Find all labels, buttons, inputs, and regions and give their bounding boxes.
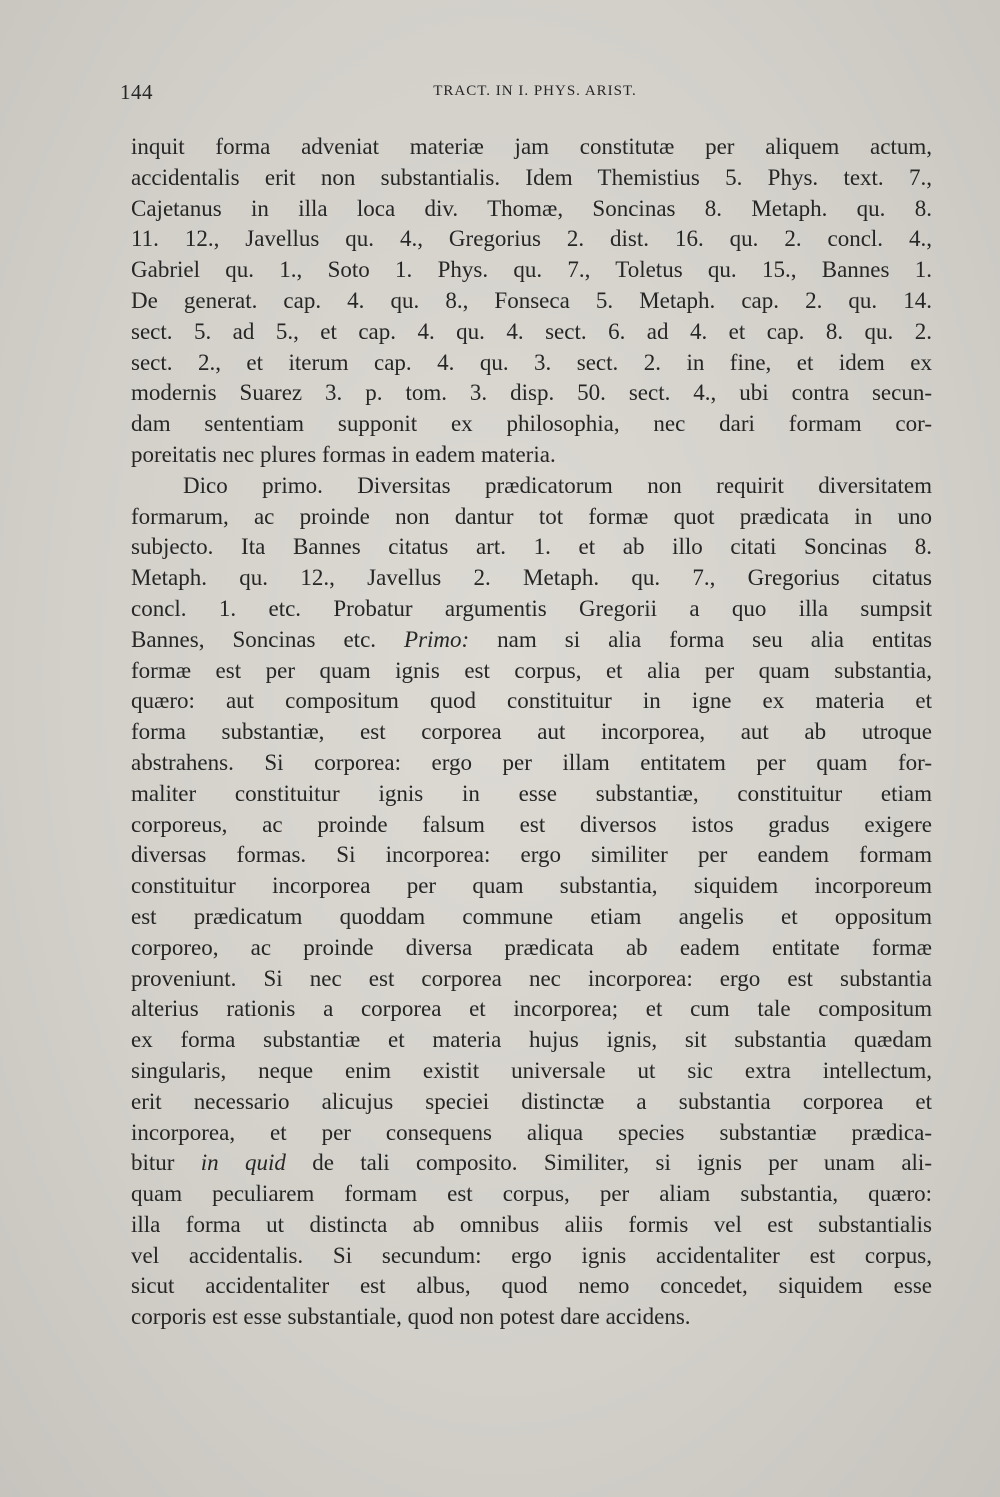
running-head: TRACT. IN I. PHYS. ARIST. bbox=[433, 83, 637, 99]
line-text: inquit forma adveniat materiæ jam constitutæ per aliquem actum, bbox=[131, 134, 932, 159]
line-text: formæ est per quam ignis est corpus, et alia per quam substantia, bbox=[131, 657, 932, 683]
text-line bbox=[131, 317, 932, 348]
text-line bbox=[131, 625, 932, 656]
line-text: illa forma ut distincta ab omnibus aliis formis vel est substantialis bbox=[131, 1211, 932, 1237]
text-line bbox=[131, 902, 932, 933]
line-text: corporis est esse substantiale, quod non potest dare accidens. bbox=[131, 1304, 691, 1330]
text-line bbox=[131, 286, 932, 317]
line-text: Dico primo. Diversitas prædicatorum non requirit diversitatem bbox=[183, 472, 932, 498]
line-text: poreitatis nec plures formas in eadem materia. bbox=[131, 441, 556, 467]
line-text: Cajetanus in illa loca div. Thomæ, Soncinas 8. Metaph. qu. 8. bbox=[131, 195, 932, 221]
text-line bbox=[131, 1148, 932, 1179]
line-text: est prædicatum quoddam commune etiam angelis et oppositum bbox=[131, 903, 932, 929]
line-text: Metaph. qu. 12., Javellus 2. Metaph. qu. 7., Gregorius citatus bbox=[131, 565, 932, 591]
line-text: quam peculiarem formam est corpus, per aliam substantia, quæro: bbox=[131, 1181, 932, 1207]
text-line bbox=[131, 378, 932, 409]
line-text: ex forma substantiæ et materia hujus ignis, sit substantia quædam bbox=[131, 1027, 932, 1053]
text-line bbox=[131, 810, 932, 841]
line-text: proveniunt. Si nec est corporea nec incorporea: ergo est substantia bbox=[131, 965, 932, 991]
line-text: corporeus, ac proinde falsum est diversos istos gradus exigere bbox=[131, 811, 932, 837]
text-line bbox=[131, 594, 932, 625]
line-text: accidentalis erit non substantialis. Idem Themistius 5. Phys. text. 7., bbox=[131, 164, 932, 190]
text-line bbox=[131, 163, 932, 194]
line-text: formarum, ac proinde non dantur tot formæ quot prædicata in uno bbox=[131, 503, 932, 529]
line-text: singularis, neque enim existit universale ut sic extra intellectum, bbox=[131, 1057, 932, 1083]
page-header bbox=[120, 80, 940, 110]
text-line bbox=[131, 440, 932, 471]
line-text: vel accidentalis. Si secundum: ergo ignis accidentaliter est corpus, bbox=[131, 1242, 932, 1268]
text-line bbox=[131, 686, 932, 717]
paragraph bbox=[131, 471, 932, 1333]
text-line bbox=[131, 994, 932, 1025]
line-text: sect. 2., et iterum cap. 4. qu. 3. sect. 2. in fine, et idem ex bbox=[131, 349, 932, 375]
italic-text: in quid bbox=[200, 1150, 286, 1176]
text-line bbox=[131, 717, 932, 748]
text-line bbox=[131, 1271, 932, 1302]
line-text: de tali composito. Similiter, si ignis per unam ali- bbox=[285, 1150, 932, 1176]
line-text: 11. 12., Javellus qu. 4., Gregorius 2. dist. 16. qu. 2. concl. 4., bbox=[131, 226, 932, 252]
line-text: alterius rationis a corporea et incorporea; et cum tale compositum bbox=[131, 996, 932, 1022]
text-line bbox=[131, 748, 932, 779]
text-line bbox=[131, 532, 932, 563]
text-line bbox=[131, 1210, 932, 1241]
text-line bbox=[131, 779, 932, 810]
text-line bbox=[131, 255, 932, 286]
line-text: Bannes, Soncinas etc. bbox=[131, 626, 405, 652]
line-text: Gabriel qu. 1., Soto 1. Phys. qu. 7., Toletus qu. 15., Bannes 1. bbox=[131, 257, 932, 283]
line-text: incorporea, et per consequens aliqua species substantiæ prædica- bbox=[131, 1119, 932, 1145]
text-line bbox=[131, 1056, 932, 1087]
line-text: forma substantiæ, est corporea aut incorporea, aut ab utroque bbox=[131, 719, 932, 745]
text-line bbox=[131, 964, 932, 995]
text-line bbox=[131, 563, 932, 594]
text-line bbox=[131, 1118, 932, 1149]
line-text: dam sententiam supponit ex philosophia, nec dari formam cor- bbox=[131, 411, 932, 437]
italic-text: Primo: bbox=[404, 626, 470, 652]
line-text: De generat. cap. 4. qu. 8., Fonseca 5. Metaph. cap. 2. qu. 14. bbox=[131, 287, 932, 313]
line-text: modernis Suarez 3. p. tom. 3. disp. 50. sect. 4., ubi contra secun- bbox=[131, 380, 932, 406]
text-line bbox=[131, 933, 932, 964]
text-line bbox=[131, 1302, 932, 1333]
text-line bbox=[131, 348, 932, 379]
line-text: constituitur incorporea per quam substantia, siquidem incorporeum bbox=[131, 873, 932, 899]
text-line bbox=[131, 871, 932, 902]
line-text: nam si alia forma seu alia entitas bbox=[469, 626, 932, 652]
text-line bbox=[131, 656, 932, 687]
text-line bbox=[131, 132, 932, 163]
paragraph bbox=[131, 132, 932, 471]
body-text bbox=[131, 132, 932, 1333]
line-text: quæro: aut compositum quod constituitur in igne ex materia et bbox=[131, 688, 932, 714]
line-text: subjecto. Ita Bannes citatus art. 1. et ab illo citati Soncinas 8. bbox=[131, 534, 932, 560]
text-line bbox=[131, 502, 932, 533]
page-number: 144 bbox=[120, 80, 153, 104]
text-line bbox=[131, 194, 932, 225]
text-line bbox=[131, 409, 932, 440]
line-text: erit necessario alicujus speciei distinctæ a substantia corporea et bbox=[131, 1088, 932, 1114]
line-text: sicut accidentaliter est albus, quod nemo concedet, siquidem esse bbox=[131, 1273, 932, 1299]
line-text: abstrahens. Si corporea: ergo per illam entitatem per quam for- bbox=[131, 749, 932, 775]
line-text: sect. 5. ad 5., et cap. 4. qu. 4. sect. 6. ad 4. et cap. 8. qu. 2. bbox=[131, 318, 932, 344]
line-text: diversas formas. Si incorporea: ergo similiter per eandem formam bbox=[131, 842, 932, 868]
text-line bbox=[131, 840, 932, 871]
text-line bbox=[131, 1025, 932, 1056]
text-line bbox=[131, 224, 932, 255]
line-text: concl. 1. etc. Probatur argumentis Gregorii a quo illa sumpsit bbox=[131, 595, 932, 621]
text-line bbox=[131, 1241, 932, 1272]
text-line bbox=[131, 1179, 932, 1210]
text-line bbox=[131, 471, 932, 502]
line-text: maliter constituitur ignis in esse substantiæ, constituitur etiam bbox=[131, 780, 932, 806]
line-text: bitur bbox=[131, 1150, 201, 1176]
text-line bbox=[131, 1087, 932, 1118]
line-text: corporeo, ac proinde diversa prædicata ab eadem entitate formæ bbox=[131, 934, 932, 960]
